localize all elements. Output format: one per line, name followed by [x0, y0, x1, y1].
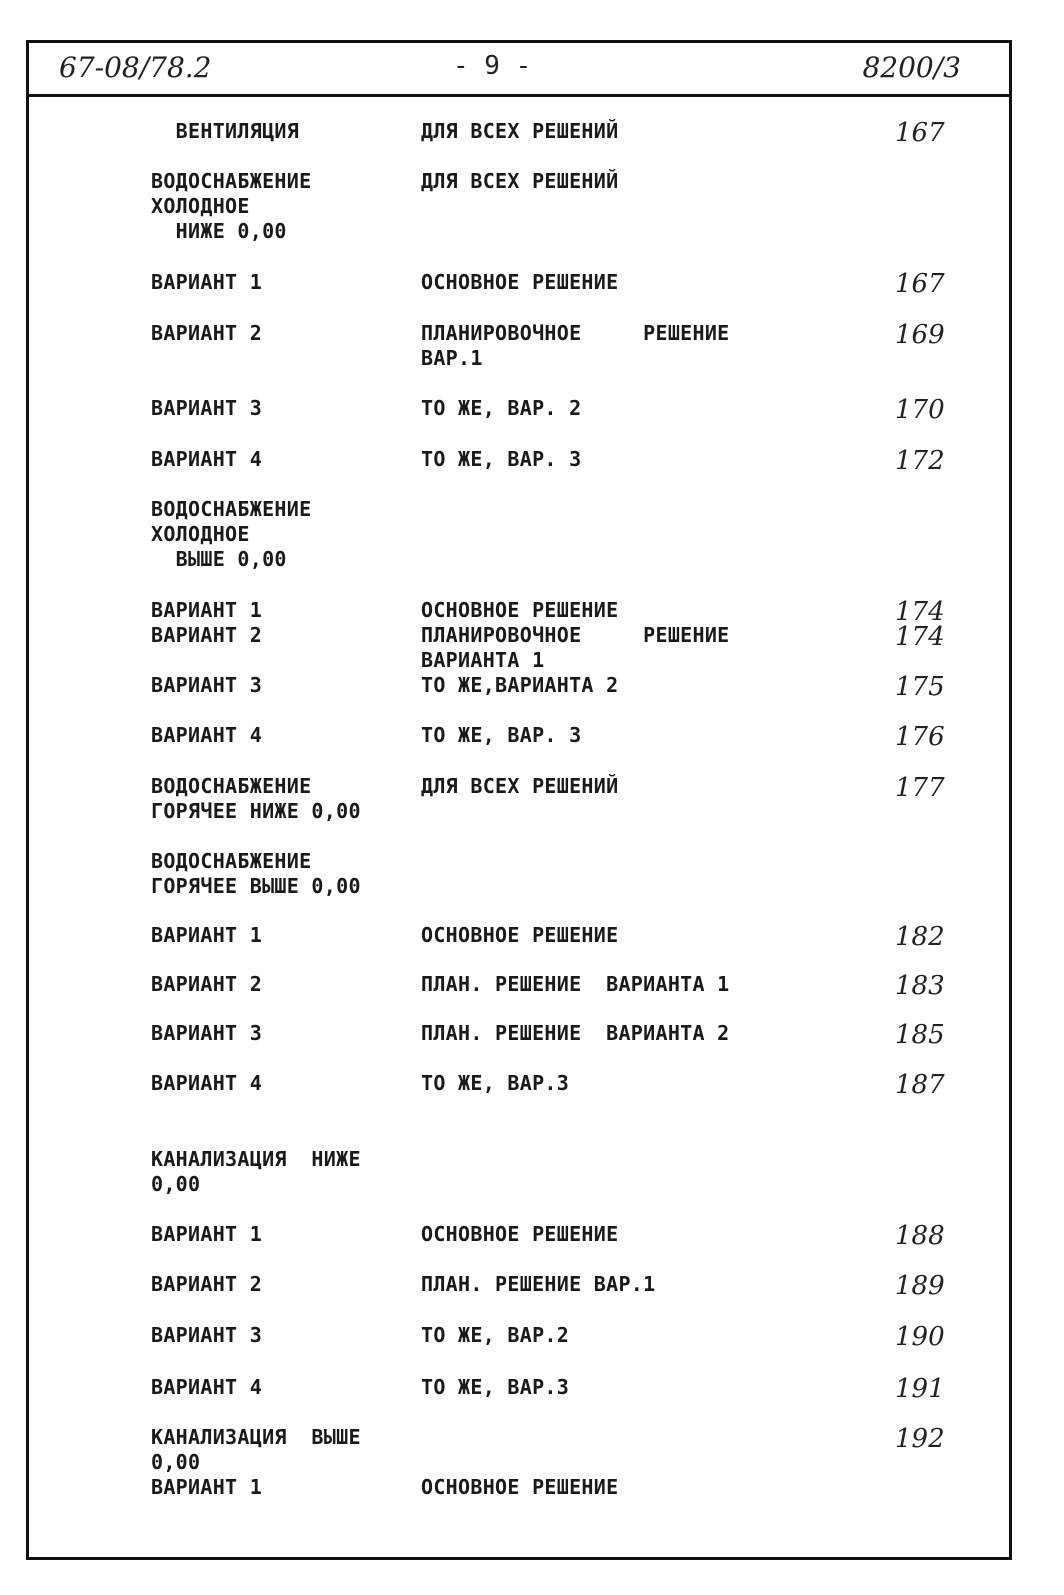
- page-ref: 169: [895, 320, 945, 350]
- page-ref: 187: [895, 1070, 945, 1100]
- page-ref: 176: [895, 722, 945, 752]
- solution-label: ТО ЖЕ, ВАР.2: [421, 1323, 570, 1347]
- solution-label: ТО ЖЕ, ВАР. 2: [421, 396, 582, 420]
- solution-label: ПЛАН. РЕШЕНИЕ ВАРИАНТА 1: [421, 972, 730, 996]
- variant-label: ВАРИАНТ 1: [151, 270, 263, 294]
- solution-label: ОСНОВНОЕ РЕШЕНИЕ: [421, 598, 619, 622]
- solution-label: ТО ЖЕ, ВАР.3: [421, 1071, 570, 1095]
- page-ref: 183: [895, 971, 945, 1001]
- page-ref: 182: [895, 922, 945, 952]
- variant-label: ВАРИАНТ 4: [151, 1071, 263, 1095]
- section-label: ВОДОСНАБЖЕНИЕ ГОРЯЧЕЕ ВЫШЕ 0,00: [151, 849, 361, 898]
- solution-label: ТО ЖЕ, ВАР. 3: [421, 447, 582, 471]
- solution-label: ПЛАН. РЕШЕНИЕ ВАРИАНТА 2: [421, 1021, 730, 1045]
- page-number: - 9 -: [453, 51, 532, 81]
- solution-label: ТО ЖЕ,ВАРИАНТА 2: [421, 673, 619, 697]
- section-label: КАНАЛИЗАЦИЯ ВЫШЕ 0,00 ВАРИАНТ 1: [151, 1425, 361, 1499]
- section-label: ВОДОСНАБЖЕНИЕ ХОЛОДНОЕ ВЫШЕ 0,00: [151, 497, 312, 571]
- section-label: ВОДОСНАБЖЕНИЕ ГОРЯЧЕЕ НИЖЕ 0,00: [151, 774, 361, 823]
- variant-label: ВАРИАНТ 2: [151, 623, 263, 647]
- page-ref: 167: [895, 269, 945, 299]
- page-ref: 174: [895, 622, 945, 652]
- variant-label: ВАРИАНТ 3: [151, 1021, 263, 1045]
- variant-label: ВАРИАНТ 3: [151, 1323, 263, 1347]
- document-header: [29, 43, 1009, 97]
- solution-label: ТО ЖЕ, ВАР. 3: [421, 723, 582, 747]
- page-ref: 188: [895, 1221, 945, 1251]
- variant-label: ВАРИАНТ 4: [151, 1375, 263, 1399]
- variant-label: ВАРИАНТ 2: [151, 321, 263, 345]
- page-ref: 167: [895, 118, 945, 148]
- solution-label: ДЛЯ ВСЕХ РЕШЕНИЙ: [421, 169, 619, 193]
- variant-label: ВАРИАНТ 1: [151, 598, 263, 622]
- solution-label: ДЛЯ ВСЕХ РЕШЕНИЙ: [421, 774, 619, 798]
- variant-label: ВАРИАНТ 2: [151, 1272, 263, 1296]
- solution-label: ОСНОВНОЕ РЕШЕНИЕ: [421, 923, 619, 947]
- page-ref: 177: [895, 773, 945, 803]
- page-ref: 172: [895, 446, 945, 476]
- page-ref: 185: [895, 1020, 945, 1050]
- page-ref: 174: [895, 597, 945, 627]
- solution-label: ПЛАНИРОВОЧНОЕ РЕШЕНИЕ ВАР.1: [421, 321, 730, 370]
- solution-label: ОСНОВНОЕ РЕШЕНИЕ: [421, 1475, 619, 1499]
- section-label: КАНАЛИЗАЦИЯ НИЖЕ 0,00: [151, 1147, 361, 1196]
- variant-label: ВАРИАНТ 1: [151, 923, 263, 947]
- section-label: ВОДОСНАБЖЕНИЕ ХОЛОДНОЕ НИЖЕ 0,00: [151, 169, 312, 243]
- solution-label: ПЛАНИРОВОЧНОЕ РЕШЕНИЕ ВАРИАНТА 1: [421, 623, 730, 672]
- page-ref: 175: [895, 672, 945, 702]
- page-ref: 170: [895, 395, 945, 425]
- variant-label: ВАРИАНТ 3: [151, 396, 263, 420]
- page-ref: 192: [895, 1424, 945, 1454]
- document-frame: [26, 40, 1012, 1560]
- page-ref: 191: [895, 1374, 945, 1404]
- variant-label: ВАРИАНТ 4: [151, 723, 263, 747]
- solution-label: ТО ЖЕ, ВАР.3: [421, 1375, 570, 1399]
- variant-label: ВАРИАНТ 3: [151, 673, 263, 697]
- page-ref: 190: [895, 1322, 945, 1352]
- solution-label: ОСНОВНОЕ РЕШЕНИЕ: [421, 1222, 619, 1246]
- section-label: ВЕНТИЛЯЦИЯ: [151, 119, 300, 143]
- page-ref: 189: [895, 1271, 945, 1301]
- variant-label: ВАРИАНТ 1: [151, 1222, 263, 1246]
- variant-label: ВАРИАНТ 2: [151, 972, 263, 996]
- solution-label: ПЛАН. РЕШЕНИЕ ВАР.1: [421, 1272, 656, 1296]
- solution-label: ДЛЯ ВСЕХ РЕШЕНИЙ: [421, 119, 619, 143]
- variant-label: ВАРИАНТ 4: [151, 447, 263, 471]
- document-code: 67-08/78.2: [59, 51, 212, 84]
- sheet-number: 8200/3: [862, 51, 961, 84]
- solution-label: ОСНОВНОЕ РЕШЕНИЕ: [421, 270, 619, 294]
